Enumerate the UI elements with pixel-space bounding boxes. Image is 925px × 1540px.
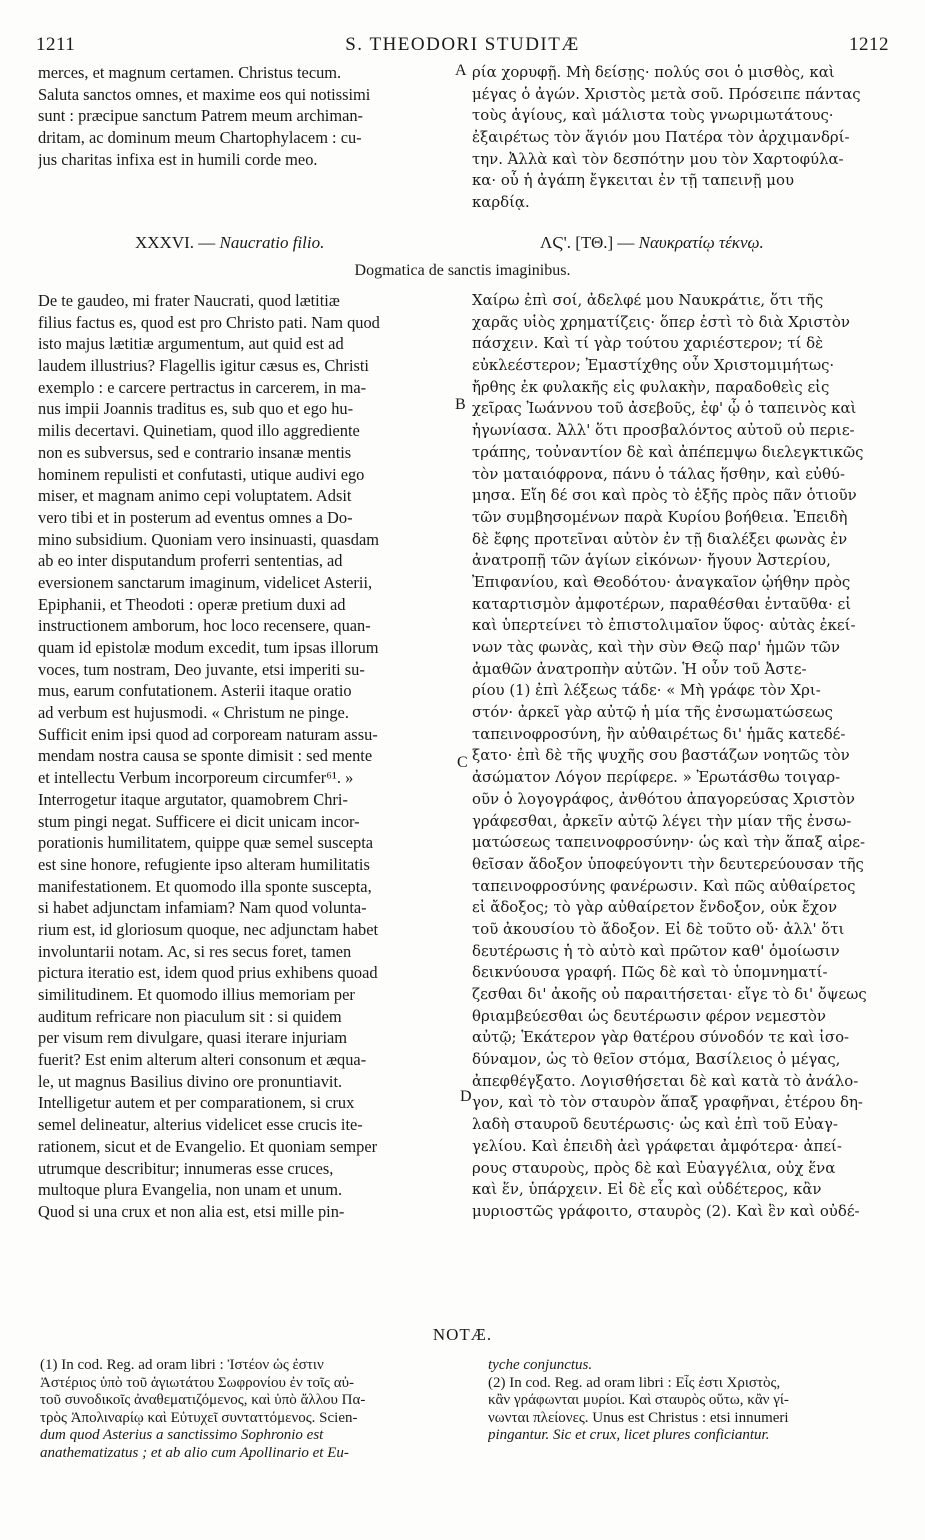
notes-heading: NOTÆ. bbox=[432, 1325, 493, 1344]
greek-line: κα· οὗ ἡ ἀγάπη ἔγκειται ἐν τῇ ταπεινῇ μου bbox=[472, 171, 795, 190]
note-line: τρὸς Ἀπολιναρίῳ καὶ Εὐτυχεῖ συνταττόμενος. Scien- bbox=[40, 1409, 358, 1426]
greek-section-number: ΛϚ'. [ΤΘ.] — bbox=[540, 233, 635, 252]
latin-line: vero tibi et in posterum ad eventus omnes a Do- bbox=[38, 507, 353, 527]
note-line: anathematizatus ; et ab alio cum Apollinario et Eu- bbox=[40, 1444, 349, 1461]
greek-line: ἤρθης ἐκ φυλακῆς εἰς φυλακὴν, παραδοθεὶς εἰς bbox=[472, 377, 830, 396]
greek-letter-end bbox=[472, 62, 890, 214]
latin-line: non es subversus, sed e contrario insanæ mentis bbox=[38, 442, 352, 462]
latin-line: le, ut magnus Basilius divino ore pronuntiavit. bbox=[38, 1071, 343, 1091]
latin-line: rationem, sicut et de Evangelio. Et quoniam semper bbox=[38, 1136, 378, 1156]
latin-line: Saluta sanctos omnes, et maxime eos qui notissimi bbox=[38, 84, 371, 104]
greek-line: γον, καὶ τὸ τὸν σταυρὸν ἅπαξ γραφῆναι, ἑτέρου δη- bbox=[472, 1093, 863, 1112]
latin-line: per visum rem divulgare, quasi iterare injuriam bbox=[38, 1028, 348, 1048]
latin-line: et intellectu Verbum incorporeum circumfer⁶¹. » bbox=[38, 768, 354, 788]
page-header bbox=[36, 34, 889, 60]
greek-line: ἐξαιρέτως τὸν ἅγιόν μου Πατέρα τὸν ἀρχιμανδρί- bbox=[472, 128, 850, 147]
latin-line: involuntarii notam. Ac, si res secus foret, tamen bbox=[38, 941, 352, 961]
margin-marker-d: D bbox=[460, 1088, 472, 1105]
greek-line: εἰ ἄδοξος; τὸ γὰρ αὐθαίρετον ἔνδοξον, οὐκ ἔχον bbox=[472, 898, 838, 917]
latin-line: quam id epistolæ modum excedit, tum ipsas illorum bbox=[38, 638, 379, 657]
greek-line: καρδίᾳ. bbox=[472, 193, 530, 212]
latin-letter-end bbox=[38, 62, 450, 170]
greek-line: καταρτισμὸν ἀμφοτέρων, παραθέσθαι ἐνταῦθα· εἰ bbox=[472, 594, 852, 613]
latin-line: laudem illustrius? Flagellis igitur cæsus es, Christi bbox=[38, 356, 369, 376]
latin-line: utrumque describitur; innumeras esse cruces, bbox=[38, 1158, 334, 1178]
latin-line: est sine honore, refugiente ipso alteram humilitatis bbox=[38, 854, 370, 874]
greek-line: οῦν ὁ λογογράφος, ἀνθότου ἀπαγορεύσας Χριστὸν bbox=[472, 789, 855, 808]
note-line: dum quod Asterius a sanctissimo Sophronio est bbox=[40, 1427, 324, 1443]
greek-line: τῶν συμβησομένων παρὰ Κυρίου βοήθεια. Ἐπειδὴ bbox=[472, 507, 848, 526]
greek-line: δὲ ἔφης προτεῖναι αὐτὸν ἐν τῇ διαλέξει φωνὰς ἐν bbox=[472, 529, 848, 548]
latin-line: Intelligetur autem et per comparationem, si crux bbox=[38, 1093, 355, 1113]
latin-line: milis decertavi. Quinetiam, quod illo aggrediente bbox=[38, 421, 360, 441]
note-line: pingantur. Sic et crux, licet plures conficiantur. bbox=[488, 1427, 770, 1443]
latin-line: exemplo : e carcere pertractus in carcerem, in ma- bbox=[38, 377, 367, 397]
greek-line: θριαμβεύεσθαι ὡς δευτέρωσιν φέρον νεμεστὸν bbox=[472, 1006, 826, 1025]
greek-line: ἀνατροπῇ τῶν ἁγίων εἰκόνων· ἤγουν Ἀστερίου, bbox=[472, 551, 831, 570]
note-line: τοῦ συνοδικοῖς ἀναθεματιζόμενος, καὶ ὑπὸ ἄλλου Πα- bbox=[40, 1392, 366, 1408]
latin-line: mino subsidium. Quoniam vero insinuasti, quasdam bbox=[38, 529, 379, 549]
greek-line: ρίου (1) ἐπὶ λέξεως τάδε· « Μὴ γράφε τὸν Χρι- bbox=[472, 681, 821, 700]
greek-line: Χαίρω ἐπὶ σοί, ἀδελφέ μου Ναυκράτιε, ὅτι τῆς bbox=[472, 291, 824, 309]
note-line: κἂν γράφωνται μυρίοι. Καὶ σταυρὸς οὕτω, κἂν γί- bbox=[488, 1392, 789, 1408]
greek-line: λαδὴ σταυροῦ δευτέρωσις· ὡς καὶ ἐπὶ τοῦ Εὐαγ- bbox=[472, 1115, 838, 1134]
page-number-right: 1212 bbox=[849, 34, 889, 55]
latin-line: isto majus lætitiæ argumentum, aut quid est ad bbox=[38, 334, 344, 354]
margin-marker-c: C bbox=[457, 754, 468, 771]
greek-line: ταπεινοφροσύνη, ἣν αὐθαιρέτως δι' ἡμᾶς κατεδέ- bbox=[472, 724, 846, 743]
page-number-left: 1211 bbox=[36, 34, 76, 55]
greek-line: τοῦ ἀκουσίου τὸ ἄδοξον. Εἰ δὲ τοῦτο οὔ· ἀλλ' ὅτι bbox=[472, 919, 845, 938]
greek-section-heading bbox=[540, 233, 764, 253]
latin-line: manifestationem. Et quomodo illa sponte suscepta, bbox=[38, 876, 372, 896]
running-title: S. THEODORI STUDITÆ bbox=[345, 34, 580, 55]
greek-line: μέγας ὁ ἀγών. Χριστὸς μετὰ σοῦ. Πρόσειπε πάντας bbox=[472, 84, 861, 103]
greek-line: τοὺς ἁγίους, καὶ μάλιστα τοὺς γνωριμωτάτους· bbox=[472, 106, 834, 125]
greek-line: ἀπεφθέγξατο. Λογισθήσεται δὲ καὶ κατὰ τὸ ἀνάλο- bbox=[472, 1071, 859, 1090]
latin-line: rium est, id gloriosum quoque, nec adjunctam habet bbox=[38, 919, 379, 939]
greek-line: θεῖσαν ἄδοξον ὑποφεύγοντι τὴν δευτερεύουσαν τῆς bbox=[472, 854, 864, 873]
latin-line: similitudinem. Et quomodo illius memoriam per bbox=[38, 985, 355, 1004]
latin-line: ad verbum est hujusmodi. « Christum ne pinge. bbox=[38, 703, 349, 723]
greek-line: ξατο· ἐπὶ δὲ τῆς ψυχῆς σου βαστάζων νοητῶς τὸν bbox=[472, 746, 850, 765]
latin-line: sunt : præcipue sanctum Patrem meum archiman- bbox=[38, 106, 363, 126]
greek-body-column bbox=[472, 290, 890, 1223]
greek-line: Ἐπιφανίου, καὶ Θεοδότου· ἀναγκαῖον ᾠήθην πρὸς bbox=[472, 572, 851, 591]
latin-line: ab eo inter disputandum proferri sententias, ad bbox=[38, 551, 343, 571]
latin-line: miser, et magnam animo cepi voluptatem. Adsit bbox=[38, 486, 352, 506]
latin-line: porationis humilitatem, quippe quæ semel suscepta bbox=[38, 833, 374, 853]
note-line: νωνται πλείονες. Unus est Christus : etsi innumeri bbox=[488, 1409, 789, 1426]
greek-line: χεῖρας Ἰωάννου τοῦ ἀσεβοῦς, ἐφ' ᾧ ὁ ταπεινὸς καὶ bbox=[472, 399, 857, 418]
greek-line: δεικνύουσα γραφή. Πῶς δὲ καὶ τὸ ὑπομνηματί- bbox=[472, 963, 828, 982]
latin-line: multoque plura Evangelia, non unam et unum. bbox=[38, 1180, 343, 1200]
latin-section-number: XXXVI. — bbox=[135, 233, 216, 252]
greek-line: τράπης, τοὐναντίον δὲ καὶ ἀπέπεμψω διελεγκτικῶς bbox=[472, 442, 864, 461]
greek-line: στόν· ἀρκεῖ γὰρ αὐτῷ ἡ μία τῆς ἐνσωματώσεως bbox=[472, 703, 833, 722]
latin-line: voces, tum nostram, Deo juvante, etsi imperiti su- bbox=[38, 659, 365, 679]
greek-line: δευτέρωσις ἡ τὸ αὐτὸ καὶ πρῶτον καθ' ὁμοίωσιν bbox=[472, 941, 840, 960]
greek-line: μησα. Εἴη δέ σοι καὶ πρὸς τὸ ἑξῆς πρὸς πᾶν ὁτιοῦν bbox=[472, 486, 857, 505]
notes-right-column bbox=[488, 1357, 893, 1445]
note-line: tyche conjunctus. bbox=[488, 1357, 593, 1373]
greek-line: ζεσθαι δι' ἀκοῆς οὐ παραιτήσεται· εἴγε τὸ δι' ὄψεως bbox=[472, 985, 867, 1003]
margin-marker-b: B bbox=[455, 396, 466, 413]
latin-line: hominem repulisti et confutasti, utique audivi ego bbox=[38, 464, 365, 484]
greek-line: μυριοστῶς γράφοιτο, σταυρὸς (2). Καὶ ἓν καὶ οὐδέ- bbox=[472, 1201, 860, 1220]
note-line: (1) In cod. Reg. ad oram libri : Ἰστέον ὡς ἐστιν bbox=[40, 1357, 324, 1373]
latin-line: instructionem amborum, hoc loco recensere, quan- bbox=[38, 616, 371, 636]
margin-marker-a: A bbox=[455, 62, 467, 79]
latin-line: stum pingi negat. Sufficere ei dicit unicam incor- bbox=[38, 811, 360, 831]
latin-line: De te gaudeo, mi frater Naucrati, quod lætitiæ bbox=[38, 291, 340, 310]
greek-line: γελίου. Καὶ ἐπειδὴ ἀεὶ γράφεται ἀμφότερα· ἀπεί- bbox=[472, 1136, 842, 1155]
latin-line: Sufficit enim ipsi quod ad corpoream naturam assu- bbox=[38, 724, 378, 744]
latin-line: si habet adjunctam infamiam? Nam quod volunta- bbox=[38, 898, 367, 918]
latin-line: Epiphanii, et Theodoti : operæ pretium duxi ad bbox=[38, 594, 346, 614]
greek-line: ματώσεως ταπεινοφροσύνην· ὡς καὶ τὴν ἅπαξ αἱρε- bbox=[472, 833, 866, 852]
latin-line: mendam nostra causa se sponte dimisit : sed mente bbox=[38, 746, 373, 766]
greek-line: καὶ ὑπερτείνει τὸ ἐπιστολιμαῖον ὕφος· αὐτὰς ἐκεί- bbox=[472, 616, 856, 635]
greek-line: ταπεινοφροσύνης φανέρωσιν. Καὶ πῶς αὐθαίρετος bbox=[472, 876, 856, 895]
latin-line: fuerit? Est enim alterum alteri consonum et æqua- bbox=[38, 1050, 367, 1070]
latin-line: jus charitas infixa est in humili corde meo. bbox=[38, 149, 318, 169]
latin-line: filius factus es, quod est pro Christo pati. Nam quod bbox=[38, 312, 380, 332]
latin-line: semel delineatur, alterius videlicet esse crucis ite- bbox=[38, 1115, 363, 1135]
latin-body-column bbox=[38, 290, 450, 1223]
latin-line: eversionem sanctarum imaginum, videlicet Asterii, bbox=[38, 572, 373, 592]
section-subtitle: Dogmatica de sanctis imaginibus. bbox=[354, 262, 571, 279]
latin-section-title: Naucratio filio. bbox=[219, 233, 325, 252]
greek-line: ἀμαθῶν ἀνατροπὴν αὐτῶν. Ἡ οὖν τοῦ Ἀστε- bbox=[472, 659, 807, 678]
latin-line: Quod si una crux et non alia est, etsi mille pin- bbox=[38, 1201, 345, 1221]
greek-line: πάσχειν. Καὶ τί γὰρ τούτου χαριέστερον; τί δὲ bbox=[472, 334, 824, 353]
greek-line: ρους σταυροὺς, πρὸς δὲ καὶ Εὐαγγέλια, οὐχ ἕνα bbox=[472, 1158, 836, 1177]
greek-line: την. Ἀλλὰ καὶ τὸν δεσπότην μου τὸν Χαρτοφύλα- bbox=[472, 149, 844, 168]
latin-line: pictura iteratio est, idem quod prius exhibens quoad bbox=[38, 963, 378, 983]
greek-line: ἠγωνίασα. Ἀλλ' ὅτι προσβαλόντος αὐτοῦ οὐ περιε- bbox=[472, 421, 855, 440]
latin-section-heading bbox=[135, 233, 324, 253]
note-line: Ἀστέριος ὑπὸ τοῦ ἁγιωτάτου Σωφρονίου ἐν τοῖς αὐ- bbox=[40, 1374, 355, 1391]
latin-line: dritam, ac dominum meum Chartophylacem : cu- bbox=[38, 128, 362, 148]
greek-section-title: Ναυκρατίῳ τέκνῳ. bbox=[638, 233, 764, 252]
latin-line: Interrogetur itaque argutator, quamobrem Chri- bbox=[38, 789, 348, 809]
greek-line: τὸν ματαιόφρονα, πάνυ ὁ τάλας ἥσθην, καὶ εὐθύ- bbox=[472, 464, 846, 483]
greek-line: γράφεσθαι, ἀρκεῖν αὐτῷ λέγει τὴν μίαν τῆς ἐνσω- bbox=[472, 811, 852, 830]
latin-line: mus, earum confutationem. Asterii itaque oratio bbox=[38, 681, 352, 701]
latin-line: nus impii Joannis traditus es, sub quo et ego hu- bbox=[38, 399, 354, 419]
greek-line: καὶ ἕν, ὑπάρχειν. Εἰ δὲ εἷς καὶ οὐδέτερος, κἂν bbox=[472, 1180, 822, 1199]
latin-line: merces, et magnum certamen. Christus tecum. bbox=[38, 63, 342, 82]
latin-line: auditum refricare non piaculum sit : si quidem bbox=[38, 1006, 342, 1026]
greek-line: ρία χορυφῇ. Μὴ δείσῃς· πολύς σοι ὁ μισθὸς, καὶ bbox=[472, 63, 835, 81]
greek-line: νων τὰς φωνὰς, καὶ τὴν σὺν Θεῷ παρ' ἡμῶν τῶν bbox=[472, 638, 840, 656]
note-line: (2) In cod. Reg. ad oram libri : Εἷς ἐστι Χριστὸς, bbox=[488, 1374, 781, 1391]
greek-line: χαρᾶς υἱὸς χρηματίζεις· ὅπερ ἐστὶ τὸ διὰ Χριστὸν bbox=[472, 312, 850, 331]
notes-left-column bbox=[40, 1357, 458, 1462]
greek-line: δύναμον, ὡς τὸ θεῖον στόμα, Βασίλειος ὁ μέγας, bbox=[472, 1050, 841, 1069]
greek-line: αὐτῷ; Ἑκάτερον γὰρ θατέρου σύνοδόν τε καὶ ἰσο- bbox=[472, 1028, 850, 1047]
greek-line: εὐκλεέστερον; Ἐμαστίχθης οὖν Χριστομιμήτως· bbox=[472, 356, 835, 375]
greek-line: ἀσώματον Λόγον περίφερε. » Ἐρωτάσθω τοιγαρ- bbox=[472, 768, 841, 787]
